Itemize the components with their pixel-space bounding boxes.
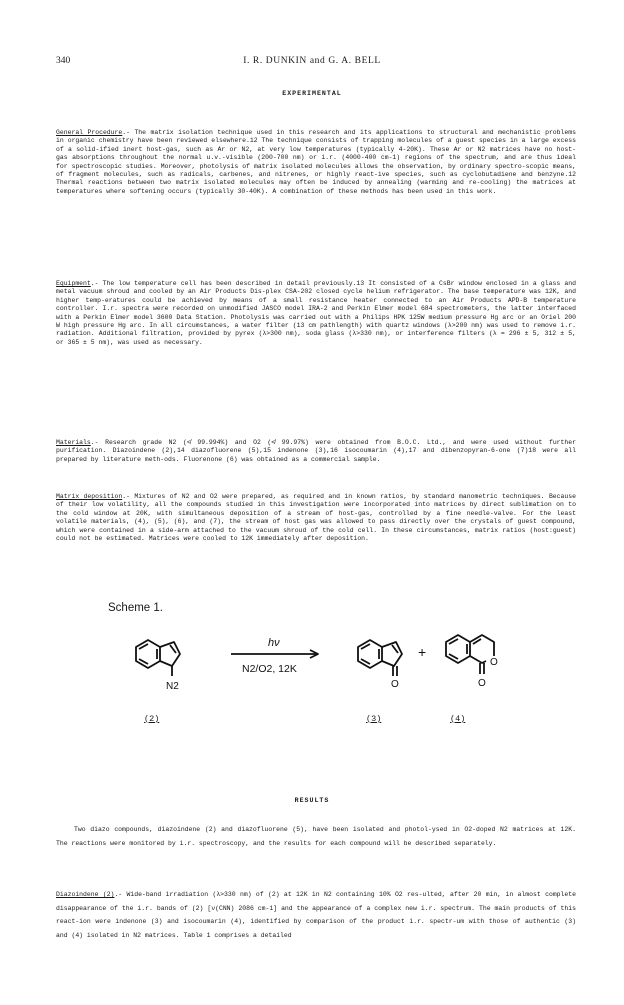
- diazoindene-paragraph: [56, 888, 576, 942]
- arrow-reagent-top: hν: [268, 637, 280, 649]
- equipment-title: Equipment: [56, 280, 91, 287]
- isocoumarin-structure: [446, 635, 494, 674]
- general-procedure-paragraph: [56, 129, 576, 196]
- diazoindene-structure: [136, 640, 180, 676]
- lactone-carbonyl-oxygen: O: [478, 678, 486, 689]
- page-number: 340: [56, 56, 71, 66]
- indenone-structure: [358, 640, 402, 676]
- matrix-deposition-text: .- Mixtures of N2 and O2 were prepared, as required and in known ratios, by standard manometric techniques. Because of their low volatility, all the compounds studied in this investigation were incorporated into matrices by direct sublimation on to the cold window at 20K, with simultaneous deposition of a stream of host-gas, controlled by a fine needle-valve. For the least volatile materials, (4), (5), (6), and (7), the stream of host gas was allowed to pass directly over the crystals of guest compound, which were contained in a side-arm attached to the vacuum shroud of the cold cell. In these circumstances, matrix ratios (host:guest) could not be estimated. Matrices were cooled to 12K immediately after deposition.: [56, 493, 576, 543]
- arrow-reagent-bottom: N2/O2, 12K: [242, 663, 297, 675]
- equipment-paragraph: [56, 280, 576, 347]
- equipment-text: .- The low temperature cell has been described in detail previously.13 It consisted of a CsBr window enclosed in a glass and metal vacuum shroud and cooled by an Air Products Dis-plex CSA-202 closed cycle helium refrigerator. The base temperature was 12K, and higher temp-eratures could be achieved by means of a small resistance heater connected to an Air Products APD-B temperature controller. I.r. spectra were recorded on unmodified JASCO model IRA-2 and Perkin Elmer model 684 spectrometers, the latter interfaced with a Perkin Elmer model 3600 Data Station. Photolysis was carried out with a Philips HPK 125W medium pressure Hg arc or an Oriel 200 W high pressure Hg arc. In all circumstances, a water filter (13 cm pathlength) with quartz windows (λ>200 nm) was used to remove i.r. radiation. Additional filtration, provided by pyrex (λ>300 nm), soda glass (λ>330 nm), or interference filters (λ = 296 ± 5, 312 ± 5, or 365 ± 5 nm), was used as necessary.: [56, 280, 576, 346]
- n2-substituent: N2: [166, 681, 179, 692]
- general-procedure-text: .- The matrix isolation technique used in this research and its applications to structural and mechanistic problems in organic chemistry have been reviewed elsewhere.12 The technique consists of trapping molecules of a guest species in a large excess of a solid-ified inert host-gas, such as Ar or N2, at very low temperatures (typically 4-20K). These Ar or N2 matrices have no host-gas absorptions throughout the normal u.v.-visible (200-700 nm) or i.r. (4000-400 cm-1) regions of the spectrum, and are thus ideal for spectroscopic studies. Moreover, photolysis of matrix isolated molecules allows the observation, by ordinary spectro-scopic means, of fragment molecules, such as radicals, carbenes, and nitrenes, or highly react-ive species, such as cyclobutadiene and benzyne.12 Thermal reactions between two matrix isolated molecules may often be induced by annealing (warming and re-cooling) the matrices at temperatures where softening occurs (typically 30-40K). A combination of these methods has been used in this work.: [56, 129, 576, 195]
- label-compound-4: (4): [450, 714, 466, 724]
- general-procedure-title: General Procedure: [56, 129, 123, 136]
- materials-paragraph: [56, 439, 576, 464]
- running-head: I. R. DUNKIN and G. A. BELL: [243, 56, 381, 66]
- matrix-deposition-title: Matrix deposition: [56, 493, 123, 500]
- results-intro-paragraph: Two diazo compounds, diazoindene (2) and diazofluorene (5), have been isolated and photol-ysed in O2-doped N2 matrices at 12K. The reactions were monitored by i.r. spectroscopy, and the results for each compound will be described separately.: [56, 826, 576, 847]
- experimental-heading: EXPERIMENTAL: [282, 90, 342, 97]
- scheme-title: Scheme 1.: [108, 602, 163, 614]
- label-compound-3: (3): [366, 714, 382, 724]
- page-header: [56, 56, 568, 70]
- materials-title: Materials: [56, 439, 91, 446]
- ketone-oxygen: O: [391, 679, 399, 690]
- lactone-ring-oxygen: O: [490, 657, 498, 668]
- diazoindene-title: Diazoindene (2): [56, 891, 115, 898]
- plus-sign: +: [418, 644, 427, 660]
- results-heading: RESULTS: [294, 797, 330, 804]
- label-compound-2: (2): [144, 714, 160, 724]
- diazoindene-text: .- Wide-band irradiation (λ>330 nm) of (2) at 12K in N2 containing 10% O2 res-ulted, after 20 min, in almost complete disappearance of the i.r. bands of (2) [ν(CNN) 2086 cm-1] and the appearance of a complex new i.r. spectrum. The main products of this react-ion were indenone (3) and isocoumarin (4), identified by comparison of the product i.r. spectr-um with those of authentic (3) and (4) isolated in N2 matrices. Table 1 comprises a detailed: [56, 891, 576, 939]
- materials-text: .- Research grade N2 (≮ 99.994%) and O2 (≮ 99.97%) were obtained from B.O.C. Ltd., and were used without further purification. Diazoindene (2),14 diazofluorene (5),15 indenone (3),16 isocoumarin (4),17 and dibenzopyran-6-one (7)18 were all prepared by literature meth-ods. Fluorenone (6) was obtained as a commercial sample.: [56, 439, 576, 463]
- matrix-deposition-paragraph: [56, 493, 576, 543]
- reaction-scheme: [108, 602, 528, 742]
